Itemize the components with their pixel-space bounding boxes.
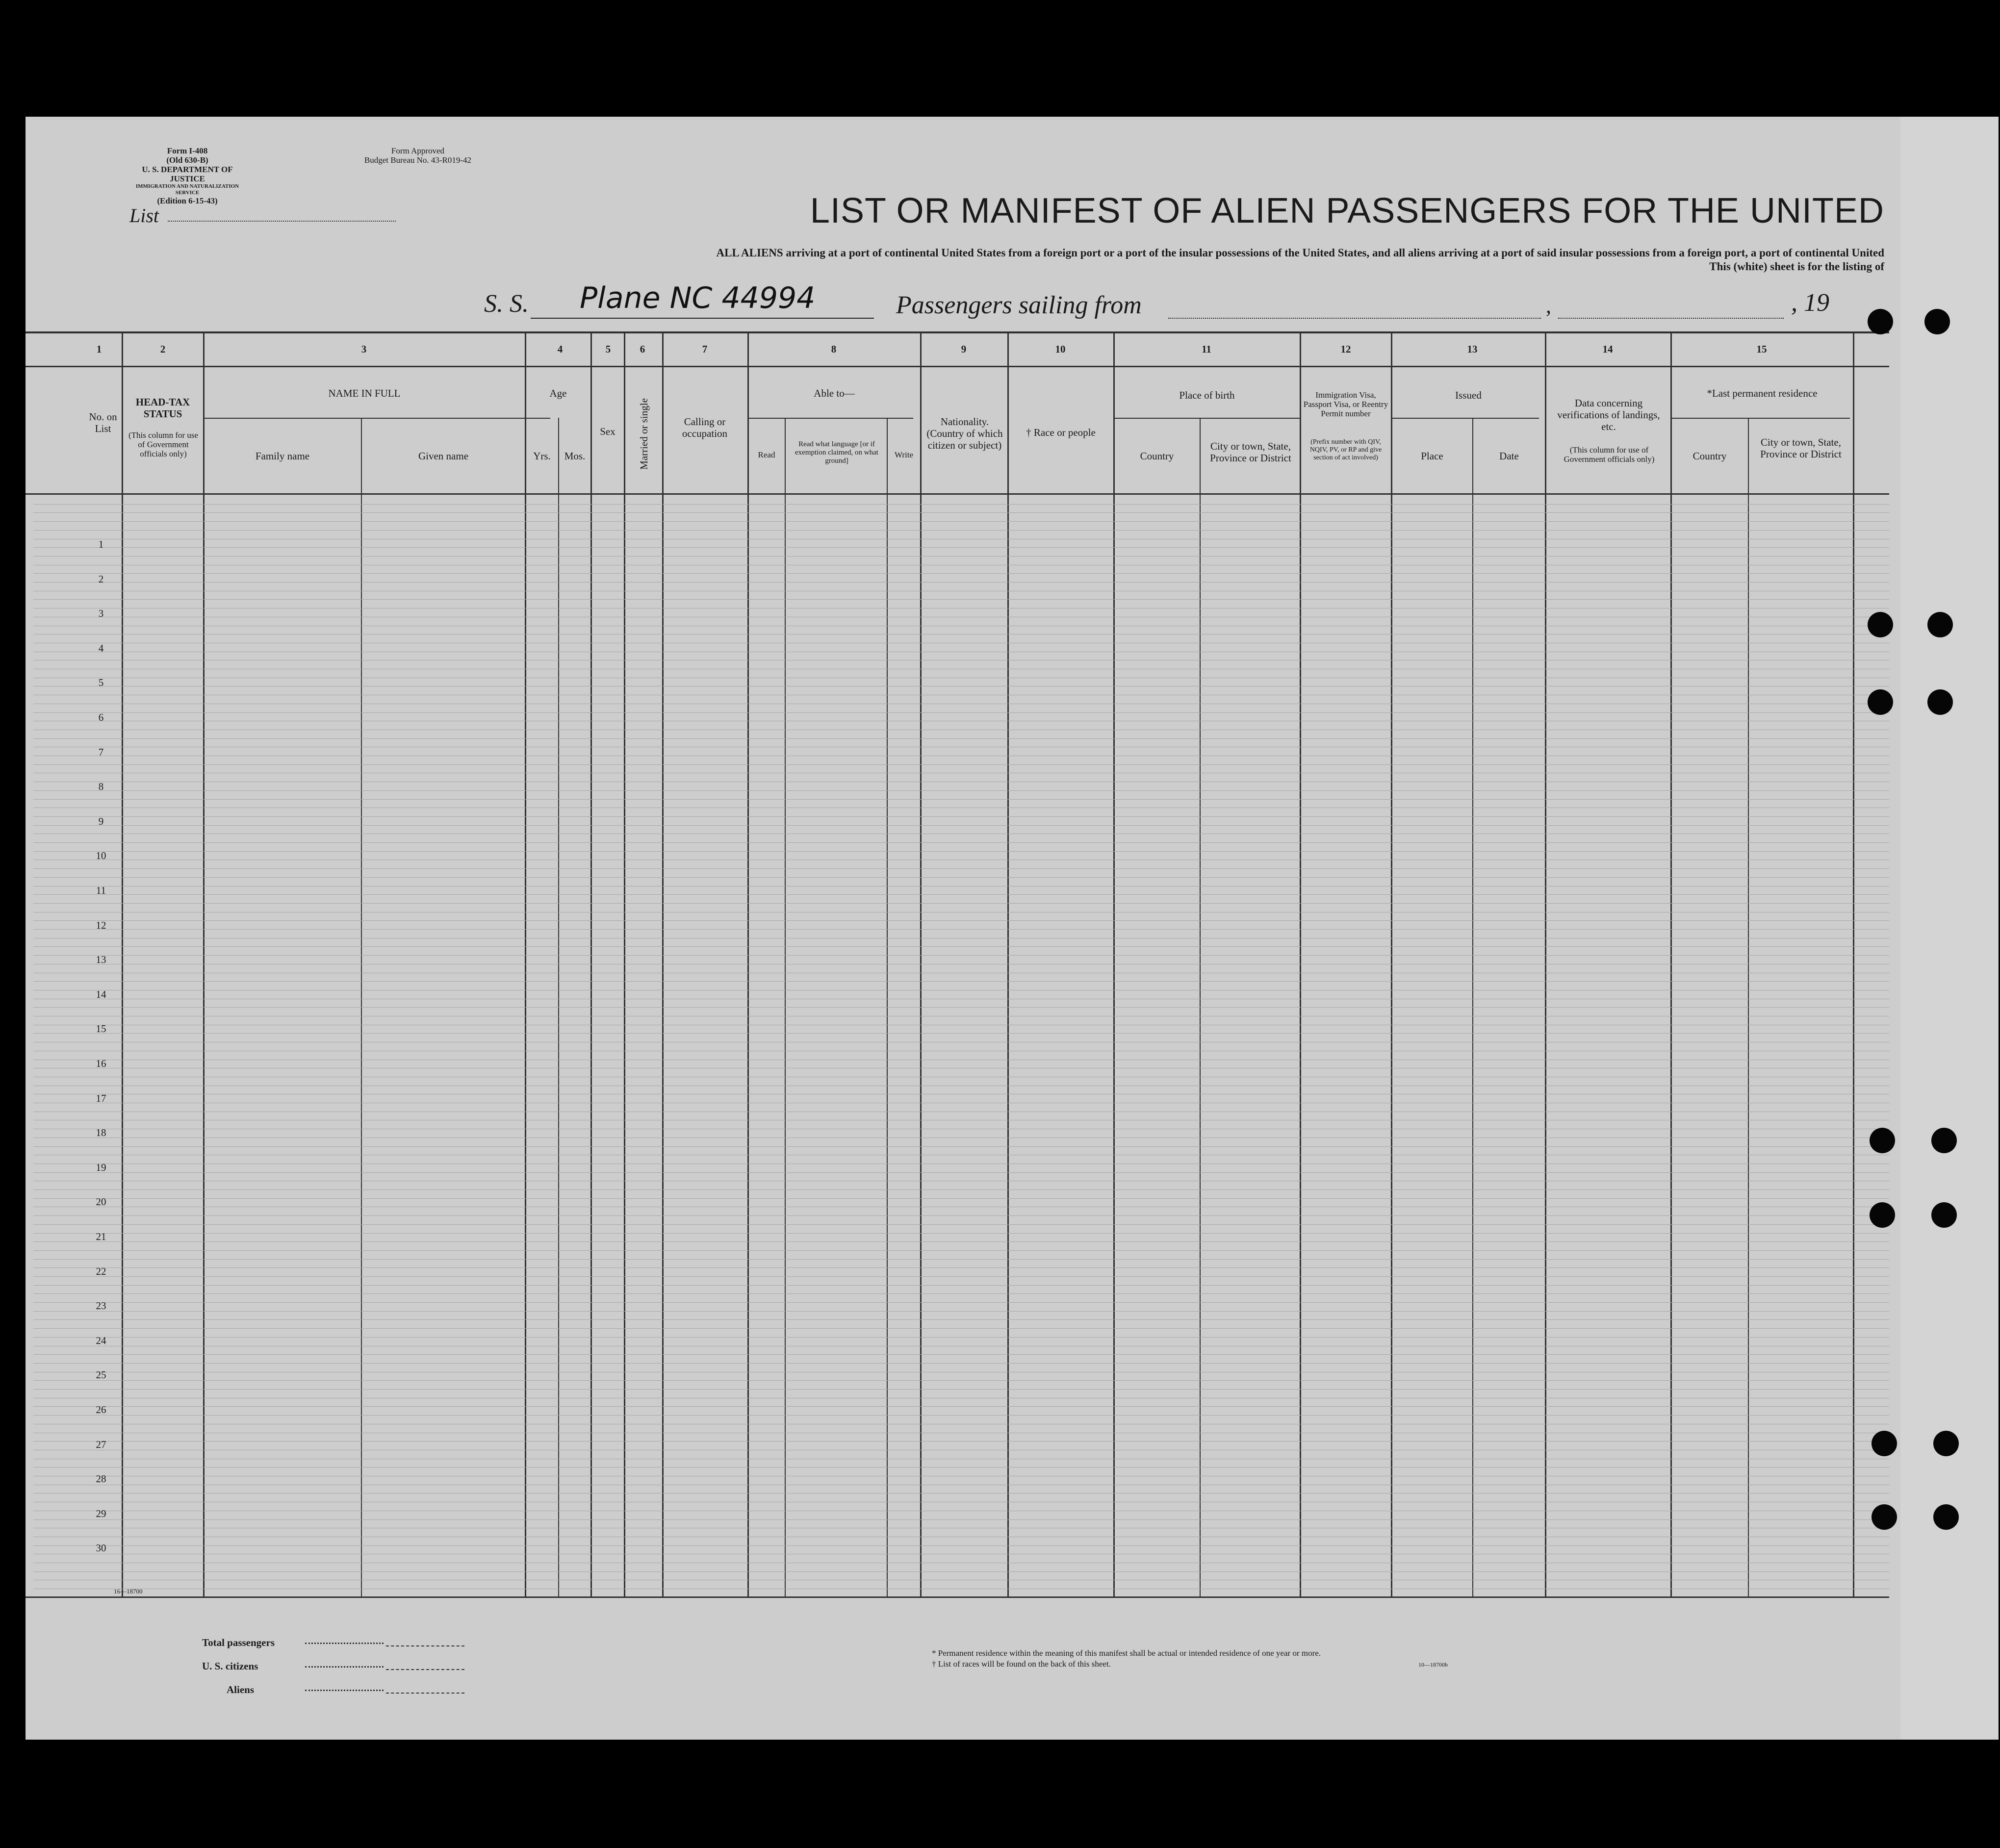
ruled-line [33,547,1889,548]
header-birth-country: Country [1140,450,1174,462]
ruled-line [33,790,1889,791]
header-married-or-single: Married or single [638,398,650,470]
able-subheader-line [747,418,913,419]
col-number: 11 [1202,343,1211,355]
header-residence-country: Country [1692,450,1727,462]
header-family-name: Family name [255,450,310,462]
budget-approval [339,146,496,165]
row-number: 27 [96,1439,106,1450]
binder-hole [1872,1431,1897,1456]
manifest-sheet [26,117,1919,1740]
column-number-border [26,366,1889,367]
row-number: 18 [96,1127,106,1139]
col-number: 12 [1340,343,1351,355]
col-number: 9 [961,343,967,355]
ruled-line [33,1198,1889,1199]
ruled-line [33,851,1889,852]
ruled-line [33,1354,1889,1355]
header-visa-number: Immigration Visa, Passport Visa, or Reentry Permit number [1303,390,1388,418]
header-birth-city: City or town, State, Province or District [1210,440,1291,464]
header-last-residence: *Last permanent residence [1707,387,1818,399]
ruled-line [33,1285,1889,1286]
header-visa-note: (Prefix number with QIV, NQIV, PV, or RP and give section of act involved) [1309,438,1382,461]
total-passengers-label: Total passengers [202,1637,275,1648]
ruled-line [33,877,1889,878]
header-place-of-birth: Place of birth [1179,389,1235,401]
header-landing-note: (This column for use of Government officials only) [1564,445,1655,464]
sailing-label: Passengers sailing from [896,291,1142,319]
row-number: 29 [96,1508,106,1519]
ruled-line [33,1224,1889,1225]
ruled-line [33,1293,1889,1294]
ruled-line [33,903,1889,904]
row-number: 16 [96,1058,106,1069]
row-number: 13 [96,954,106,965]
ruled-line [33,816,1889,817]
ruled-line [33,894,1889,895]
aliens-label: Aliens [227,1684,255,1696]
ruled-line [33,929,1889,930]
header-head-tax-note: (This column for use of Government officials only) [128,430,199,458]
col-number: 8 [831,343,837,355]
subcol-divider [887,418,888,1598]
binder-hole [1927,689,1953,715]
header-given-name: Given name [418,450,469,462]
ruled-line [33,981,1889,982]
binder-hole [1927,612,1953,637]
col-number: 3 [361,343,367,355]
ruled-line [33,1267,1889,1268]
ruled-line [33,1519,1889,1520]
us-citizens-field[interactable] [386,1669,464,1670]
ruled-line [33,825,1889,826]
row-number: 28 [96,1473,106,1485]
residence-subheader-line [1670,418,1850,419]
row-number: 9 [98,815,104,827]
ruled-line [33,573,1889,574]
list-label: List [129,204,159,227]
row-number: 17 [96,1092,106,1104]
binder-hole [1872,1504,1897,1530]
header-issued: Issued [1455,389,1482,401]
footnote-races: † List of races will be found on the back of this sheet. [932,1659,1111,1669]
print-code: 16—18700 [114,1588,143,1595]
header-no-on-list: No. on List [89,411,117,434]
row-number: 8 [98,781,104,792]
ruled-line [33,530,1889,531]
subcol-divider [558,418,559,1598]
binder-hole [1933,1431,1959,1456]
birth-subheader-line [1113,418,1300,419]
row-number: 4 [98,642,104,654]
ruled-line [33,738,1889,739]
ruled-line [33,799,1889,800]
us-citizens-label: U. S. citizens [202,1660,258,1672]
ruled-line [33,1276,1889,1277]
subcol-divider [1200,418,1201,1598]
issued-subheader-line [1391,418,1539,419]
col-number: 5 [605,343,611,355]
ruled-line [33,504,1889,505]
col-number: 2 [160,343,166,355]
ruled-line [33,1302,1889,1303]
col-number: 14 [1602,343,1613,355]
row-number: 11 [96,885,106,896]
ruled-line [33,1233,1889,1234]
header-read: Read [758,450,775,459]
year-prefix: 19 [1804,289,1829,317]
row-number: 14 [96,988,106,1000]
total-leader [305,1643,384,1644]
col-number: 10 [1055,343,1066,355]
budget-number: Budget Bureau No. 43-R019-42 [364,155,472,165]
subtitle-line-1: ALL ALIENS arriving at a port of continental United States from a foreign port or a port of the insular possessions of the United States, and all aliens arriving at a port of said insular possessions from a foreign port, a port of continental United [716,247,1884,259]
header-years: Yrs. [533,450,551,462]
ruled-line [33,1033,1889,1034]
ruled-line [33,599,1889,600]
ruled-line [33,1146,1889,1147]
sailing-port-field [1168,318,1541,319]
row-number: 30 [96,1542,106,1554]
service: IMMIGRATION AND NATURALIZATION SERVICE [135,183,239,196]
header-head-tax: HEAD-TAX STATUS [135,396,190,420]
row-number: 1 [98,538,104,550]
ruled-line [33,1380,1889,1381]
header-residence-city: City or town, State, Province or District [1760,436,1842,460]
ruled-line [33,1389,1889,1390]
ruled-line [33,955,1889,956]
row-number: 26 [96,1404,106,1416]
citizens-leader [305,1666,384,1668]
ruled-line [33,521,1889,522]
aliens-field[interactable] [386,1693,464,1694]
row-number: 20 [96,1196,106,1208]
ruled-line [33,1337,1889,1338]
row-number: 25 [96,1369,106,1381]
row-number: 5 [98,677,104,688]
ruled-line [33,1467,1889,1468]
ruled-line [33,1406,1889,1407]
subcol-divider [361,418,362,1598]
header-nationality: Nationality. (Country of which citizen or subject) [926,416,1003,451]
header-write: Write [894,450,914,459]
row-number: 7 [98,746,104,758]
form-approved: Form Approved [391,146,445,155]
row-number: 6 [98,711,104,723]
col-number: 1 [96,343,102,355]
ruled-line [33,1215,1889,1216]
edition: (Edition 6-15-43) [157,196,218,205]
footer-code: 10—18700b [1418,1661,1448,1668]
col-number: 6 [640,343,645,355]
header-issued-date: Date [1499,450,1519,462]
subcol-divider [1748,418,1749,1598]
ruled-line [33,868,1889,869]
ruled-line [33,1259,1889,1260]
header-age: Age [549,387,567,399]
header-read-language: Read what language [or if exemption claimed, on what ground] [795,440,878,465]
col-number: 15 [1756,343,1767,355]
header-sex: Sex [600,426,615,437]
ruled-line [33,842,1889,843]
ss-label: S. S. [484,290,529,318]
ruled-line [33,1250,1889,1251]
total-passengers-field[interactable] [386,1645,464,1646]
binder-hole [1870,1128,1895,1153]
list-field [168,221,396,222]
ruled-line [33,764,1889,765]
ruled-line [33,1328,1889,1329]
ruled-line [33,512,1889,513]
ruled-line [33,1363,1889,1364]
next-sheet-edge [1900,117,1999,1740]
ss-field [531,318,874,319]
subtitle-line-2: This (white) sheet is for the listing of [1709,260,1884,273]
form-id [133,146,241,205]
header-race: † Race or people [1026,427,1096,438]
header-calling: Calling or occupation [682,416,728,439]
ruled-line [33,1415,1889,1416]
row-number: 15 [96,1023,106,1035]
ruled-line [33,1007,1889,1008]
table-bottom-border [26,1596,1889,1598]
ruled-line [33,1441,1889,1442]
ruled-line [33,712,1889,713]
ruled-line [33,1545,1889,1546]
binder-hole [1868,689,1893,715]
binder-hole [1868,612,1893,637]
name-subheader-line [204,418,550,419]
form-old-number: (Old 630-B) [166,155,208,165]
header-issued-place: Place [1421,450,1443,462]
binder-hole [1924,309,1950,334]
header-bottom-border [26,493,1889,495]
department: U. S. DEPARTMENT OF JUSTICE [142,165,233,183]
binder-hole [1931,1202,1957,1228]
subcol-divider [1472,418,1473,1598]
row-number: 2 [98,573,104,585]
ruled-line [33,1571,1889,1572]
header-months: Mos. [564,450,586,462]
row-number: 24 [96,1335,106,1346]
col-number: 4 [557,343,563,355]
ruled-line [33,1493,1889,1494]
page-title: LIST OR MANIFEST OF ALIEN PASSENGERS FOR THE UNITED [810,191,1884,230]
header-landing-data: Data concerning verifications of landings, etc. [1557,397,1660,432]
sailing-date-field [1558,318,1784,319]
row-number: 19 [96,1162,106,1173]
ruled-line [33,1172,1889,1173]
sailing-comma: , [1546,294,1551,318]
binder-hole [1931,1128,1957,1153]
binder-hole [1870,1202,1895,1228]
table-top-border [26,331,1889,333]
row-number: 12 [96,919,106,931]
row-number: 22 [96,1266,106,1277]
col-number: 13 [1467,343,1478,355]
binder-hole [1868,309,1893,334]
row-number: 21 [96,1231,106,1242]
footnote-residence: * Permanent residence within the meaning of this manifest shall be actual or intended residence of one year or more. [932,1648,1321,1658]
binder-hole [1933,1504,1959,1530]
row-number: 10 [96,850,106,861]
year-label: , 19 [1791,289,1829,317]
ruled-line [33,946,1889,947]
header-name-in-full: NAME IN FULL [328,387,401,399]
ruled-line [33,1311,1889,1312]
form-number: Form I-408 [167,146,208,155]
subcol-divider [785,418,786,1598]
ss-value: Plane NC 44994 [580,281,816,315]
ruled-line [33,920,1889,921]
header-able-to: Able to— [814,387,855,399]
ruled-line [33,1319,1889,1320]
row-number: 3 [98,608,104,619]
col-number: 7 [702,343,708,355]
ruled-line [33,556,1889,557]
ruled-line [33,1241,1889,1242]
aliens-leader [305,1690,384,1691]
row-number: 23 [96,1300,106,1312]
